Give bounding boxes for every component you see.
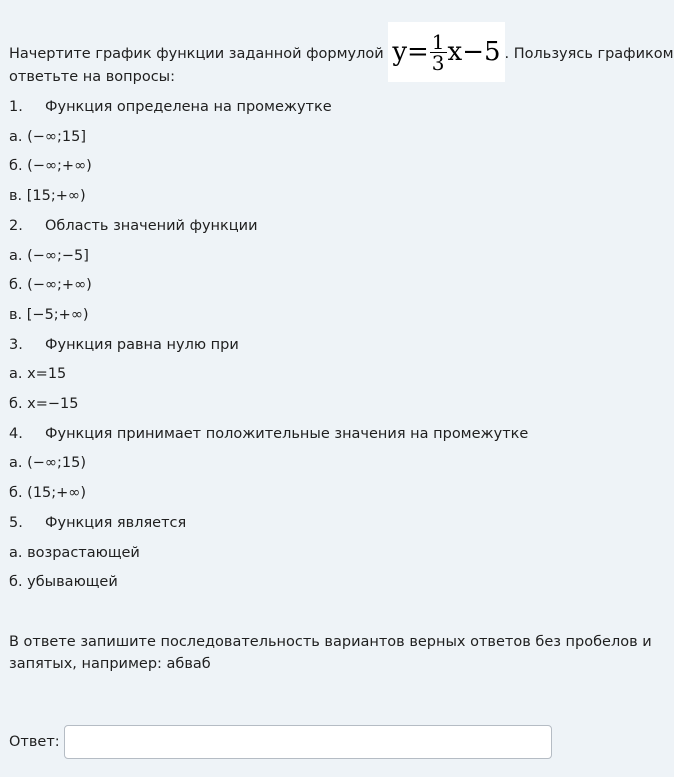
formula-rhs: x−5 [447,37,501,67]
formula-numerator: 1 [431,29,445,54]
answer-option: а. (−∞;−5] [9,248,89,264]
answer-option: б. (15;+∞) [9,485,87,501]
question-number: 1. [9,99,23,115]
question-line [9,217,258,235]
formula-lhs: y= [392,37,429,67]
answer-option: б. (−∞;+∞) [9,277,92,293]
answer-option: б. убывающей [9,574,118,590]
intro-text-before: Начертите график функции заданной формулой [9,46,384,62]
answer-option: а. возрастающей [9,545,140,561]
question-number: 5. [9,515,23,531]
question-line [9,514,186,532]
question-text: Функция равна нулю при [45,337,239,353]
question-text: Функция принимает положительные значения на промежутке [45,426,529,442]
question-text: Область значений функции [45,218,258,234]
intro-line-2: ответьте на вопросы: [9,69,176,85]
formula-image [388,22,504,82]
intro-text-after: . Пользуясь графиком [504,46,674,62]
question-text: Функция является [45,515,187,531]
answer-input[interactable] [64,725,552,759]
question-line [9,425,528,443]
question-line [9,336,239,354]
formula-denominator: 3 [431,50,445,75]
instructions-line-2: запятых, например: абваб [9,656,211,672]
question-number: 3. [9,337,23,353]
formula-fraction [430,29,447,75]
answer-option: в. [−5;+∞) [9,307,89,323]
answer-row [9,725,552,759]
answer-option: а. x=15 [9,366,67,382]
question-line [9,98,332,116]
question-number: 4. [9,426,23,442]
instructions-line-1: В ответе запишите последовательность вариантов верных ответов без пробелов и [9,634,652,650]
question-number: 2. [9,218,23,234]
answer-option: а. (−∞;15) [9,455,86,471]
answer-option: б. x=−15 [9,396,79,412]
answer-option: а. (−∞;15] [9,129,86,145]
answer-label: Ответ: [9,734,60,750]
question-text: Функция определена на промежутке [45,99,332,115]
answer-option: в. [15;+∞) [9,188,86,204]
answer-option: б. (−∞;+∞) [9,158,92,174]
